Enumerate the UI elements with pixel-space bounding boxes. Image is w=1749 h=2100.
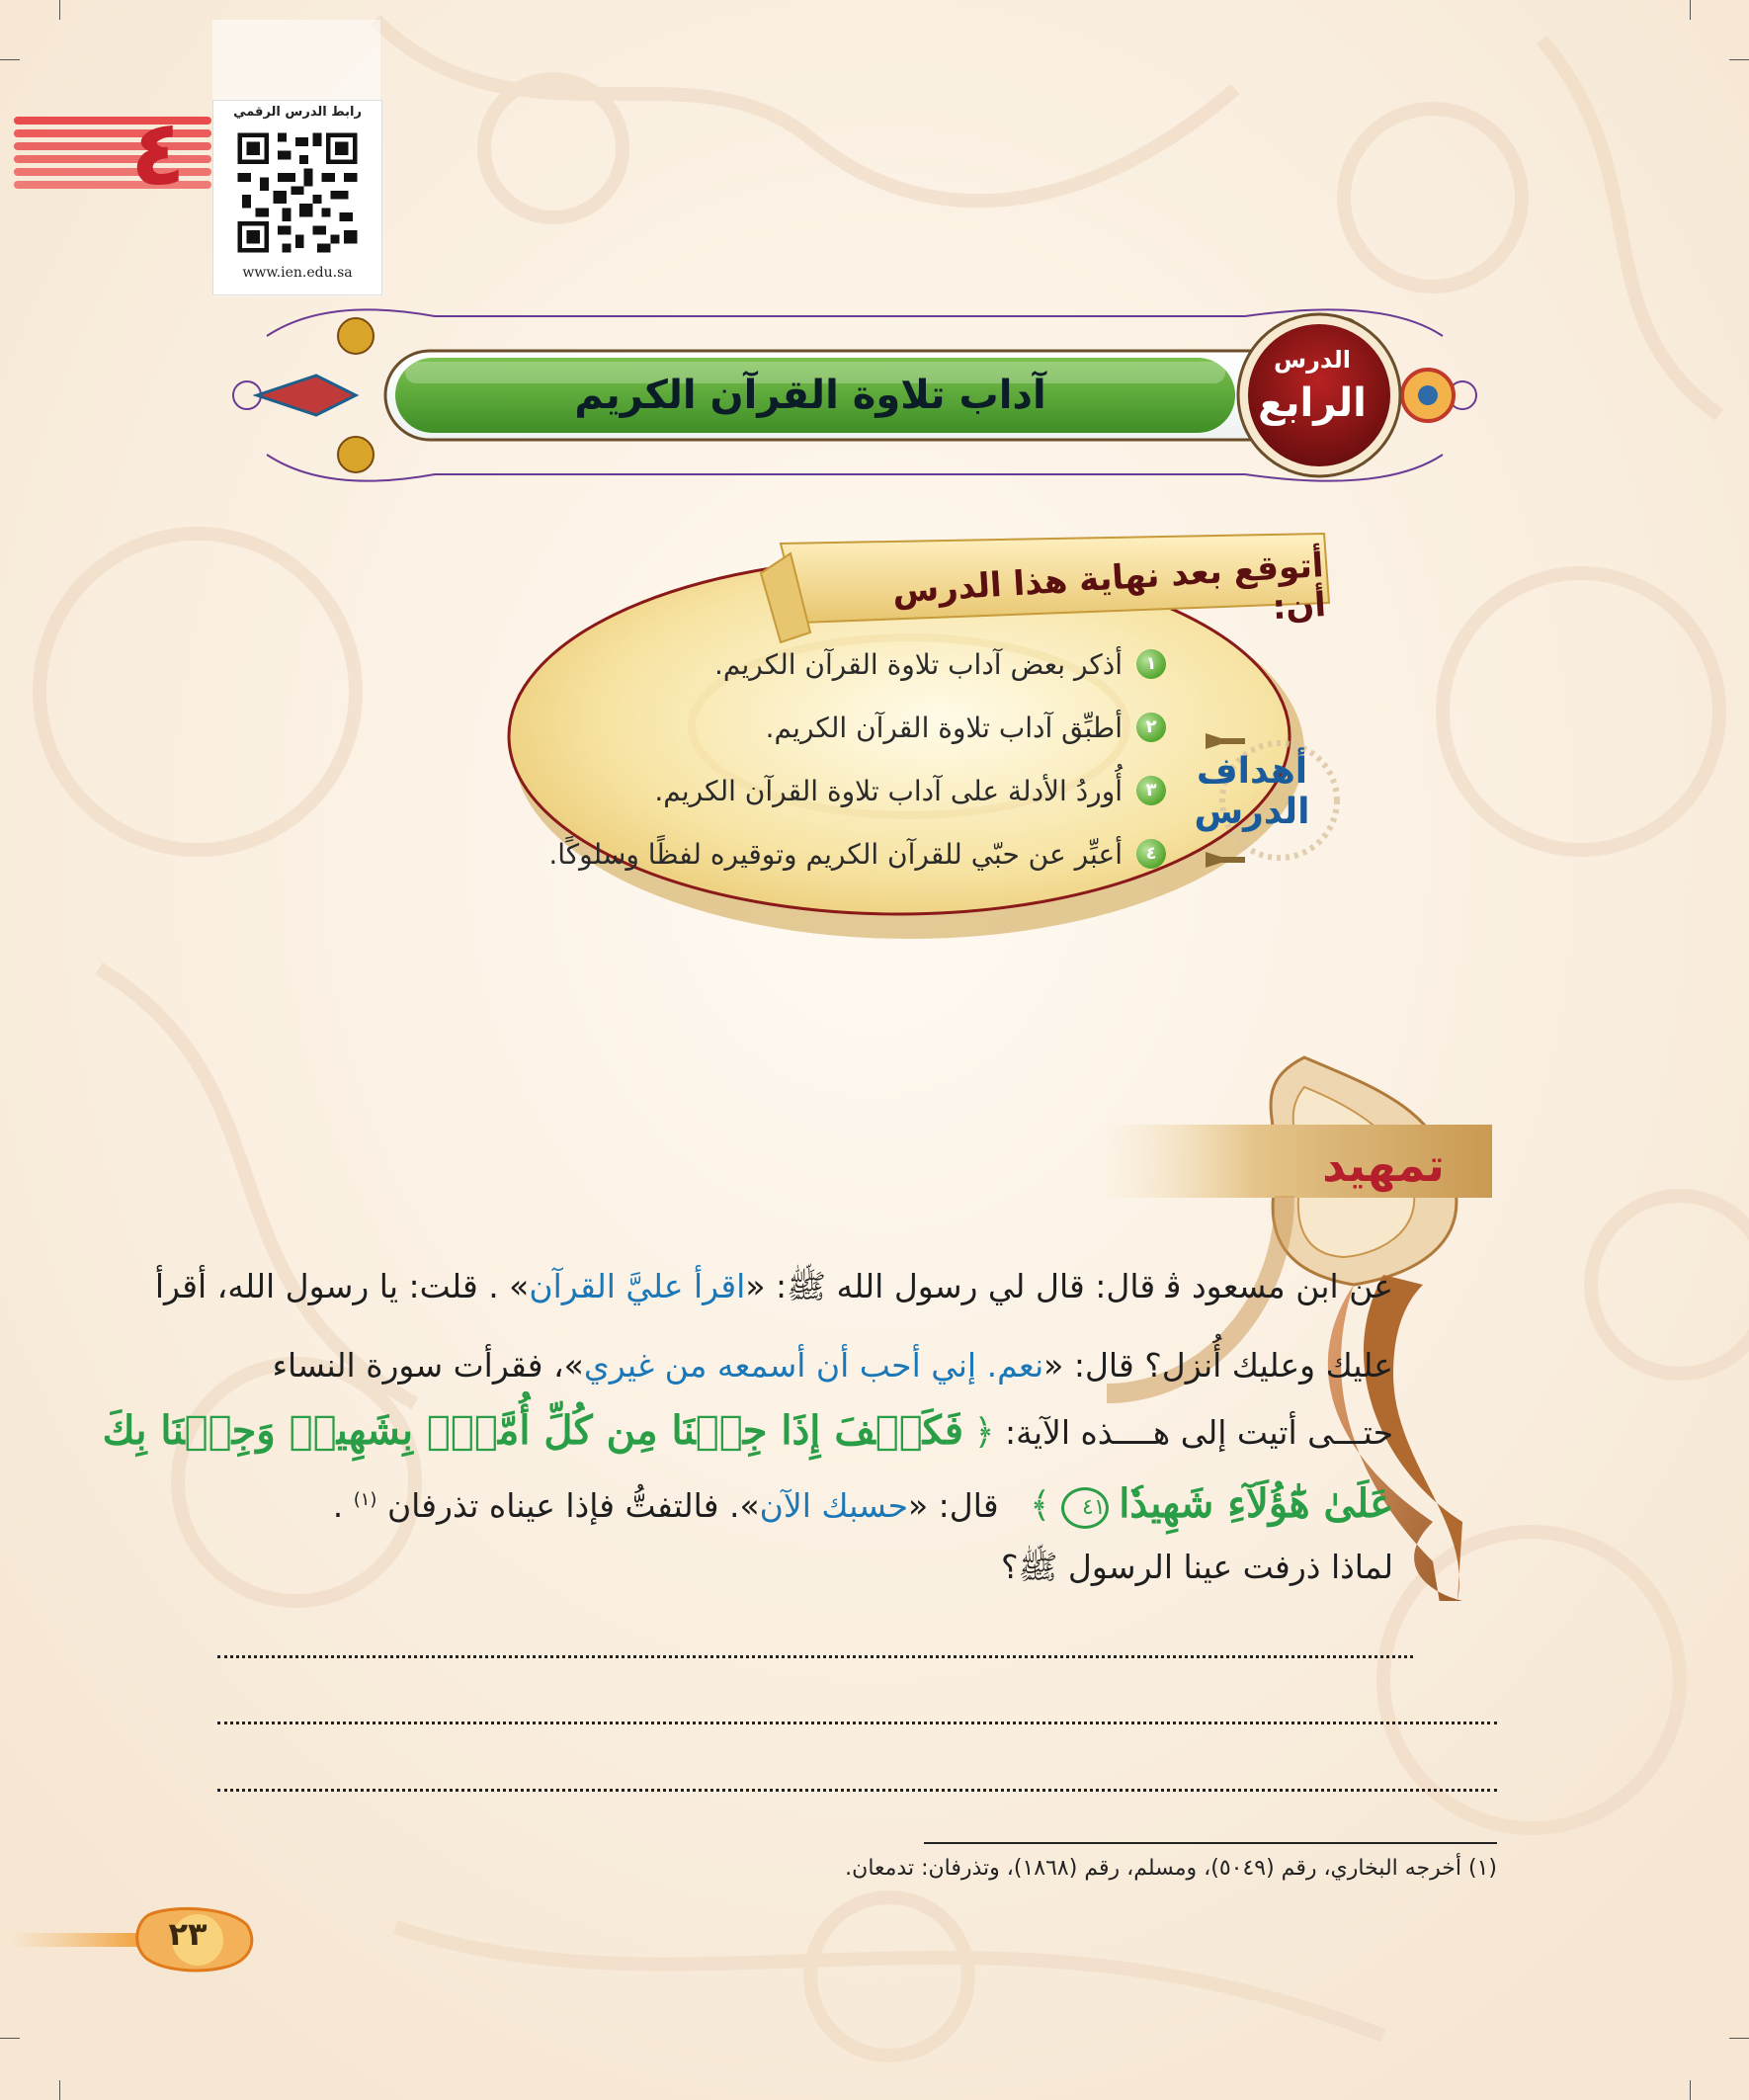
objectives-list: [534, 632, 1166, 885]
qr-label: رابط الدرس الرقمي: [233, 105, 362, 120]
text-segment: » . قلت: يا رسول الله، أقرأ: [154, 1267, 530, 1305]
qr-url[interactable]: www.ien.edu.sa: [242, 265, 353, 281]
objective-text: أذكر بعض آداب تلاوة القرآن الكريم.: [713, 647, 1123, 681]
intro-question: لماذا ذرفت عينا الرسول ﷺ؟: [1001, 1548, 1393, 1586]
lesson-title: آداب تلاوة القرآن الكريم: [574, 373, 1046, 418]
answer-line[interactable]: [217, 1789, 1497, 1792]
quran-verse: فَكَيۡفَ إِذَا جِئۡنَا مِن كُلِّ أُمَّةِۭ بِشَهِيدٖ وَجِئۡنَا بِكَ: [102, 1407, 963, 1454]
lesson-goals-label: أهداف الدرس: [1194, 751, 1310, 832]
objective-item: [534, 759, 1166, 822]
footnote-rule: [924, 1842, 1497, 1844]
objective-number: ١: [1136, 649, 1166, 679]
answer-line[interactable]: [217, 1722, 1497, 1724]
lesson-badge-number: الرابع: [1258, 380, 1367, 426]
quran-verse: عَلَىٰ هَٰٓؤُلَآءِ شَهِيدٗا: [1119, 1480, 1393, 1527]
text-segment: قال: «: [908, 1486, 999, 1525]
text-segment: ». فالتفتُّ فإذا عيناه تذرفان: [386, 1486, 760, 1525]
text-segment: حتـــى أتيت إلى هــــذه الآية:: [1005, 1413, 1393, 1452]
hadith-quote: نعم. إني أحب أن أسمعه من غيري: [583, 1346, 1044, 1385]
text-segment: عن ابن مسعود ﭬ قال: قال لي رسول الله ﷺ: «: [745, 1267, 1393, 1305]
hadith-quote: اقرأ عليَّ القرآن: [529, 1267, 746, 1305]
objective-item: [534, 632, 1166, 696]
crop-mark: [1729, 59, 1749, 60]
hadith-quote: حسبك الآن: [759, 1486, 908, 1525]
footnote-ref[interactable]: (١): [353, 1489, 377, 1510]
crop-mark: [59, 2080, 60, 2100]
objective-text: أطبِّق آداب تلاوة القرآن الكريم.: [765, 711, 1123, 744]
text-segment: عليك وعليك أُنزل؟ قال: «: [1043, 1346, 1393, 1385]
intro-line-2: [212, 1346, 1393, 1386]
crop-mark: [1690, 0, 1691, 20]
intro-line-4: [212, 1480, 1393, 1529]
footnote: (١) أخرجه البخاري، رقم (٥٠٤٩)، ومسلم، رقم (١٨٦٨)، وتذرفان: تدمعان.: [845, 1856, 1497, 1881]
chapter-number: ٤: [129, 100, 187, 206]
crop-mark: [59, 0, 60, 20]
crop-mark: [1690, 2080, 1691, 2100]
objective-text: أُوردُ الأدلة على آداب تلاوة القرآن الكريم.: [654, 774, 1123, 807]
text-segment: .: [332, 1486, 344, 1525]
objective-item: [534, 822, 1166, 885]
crop-mark: [0, 2038, 20, 2039]
crop-mark: [1729, 2038, 1749, 2039]
answer-line[interactable]: [217, 1655, 1413, 1658]
quran-bracket-open: ﴿: [973, 1412, 995, 1453]
verse-number: ٤١: [1061, 1487, 1109, 1529]
lesson-badge-label: الدرس: [1273, 346, 1352, 374]
objective-item: [534, 696, 1166, 759]
intro-label: تمهيد: [1322, 1138, 1445, 1192]
objectives-heading: أتوقع بعد نهاية هذا الدرس أن:: [891, 546, 1328, 629]
page-number: ٢٣: [168, 1915, 208, 1953]
qr-code-icon[interactable]: [233, 128, 362, 257]
intro-line-1: [154, 1267, 1393, 1306]
intro-line-3: [102, 1407, 1393, 1454]
text-segment: »، فقرأت سورة النساء: [272, 1346, 584, 1385]
objective-text: أعبِّر عن حبّي للقرآن الكريم وتوقيره لفظًا وسلوكًا.: [548, 837, 1123, 871]
objective-number: ٣: [1136, 776, 1166, 805]
qr-card[interactable]: [213, 101, 381, 294]
objective-number: ٤: [1136, 839, 1166, 869]
objective-number: ٢: [1136, 713, 1166, 742]
quran-bracket-close: ﴾: [1030, 1485, 1051, 1526]
crop-mark: [0, 59, 20, 60]
